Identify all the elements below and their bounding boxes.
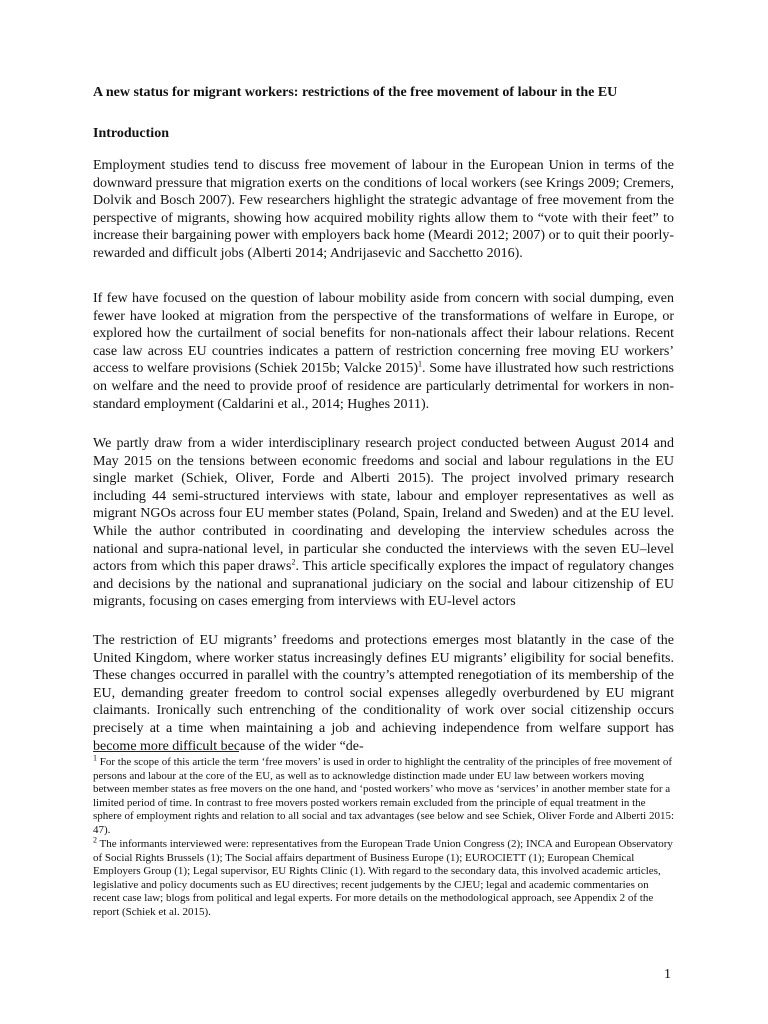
footnote-ref-2[interactable]: 2 bbox=[291, 557, 296, 567]
paragraph-2-text-before: If few have focused on the question of labour mobility aside from concern with social dumping, even fewer have looked at migration from the perspective of the transformations of welfare in Europe, or explored how the curtailment of social benefits for non-nationals affect their labour relations. Recent case law across EU countries indicates a pattern of restriction concerning free moving EU workers’ access to welfare provisions (Schiek 2015b; Valcke 2015) bbox=[93, 291, 674, 377]
paragraph-1 bbox=[93, 157, 674, 263]
paragraph-3 bbox=[93, 435, 674, 611]
paragraph-3-text-before: We partly draw from a wider interdisciplinary research project conducted between August 2014 and May 2015 on the tensions between economic freedoms and social and labour regulations in the EU single market (Schiek, Oliver, Forde and Alberti 2015). The project involved primary research including 44 semi-structured interviews with state, labour and employer representatives as well as migrant NGOs across four EU member states (Poland, Spain, Ireland and Sweden) and at the EU level. While the author contributed in coordinating and developing the interview schedules across the national and supra-national level, in particular she conducted the interviews with the seven EU–level actors from which this paper draws bbox=[93, 436, 674, 575]
paragraph-2-text-after: . Some have illustrated how such restrictions on welfare and the need to provide proof of residence are particularly detrimental for workers in non-standard employment (Caldarini et al., 2014; Hughes 2011). bbox=[93, 361, 674, 412]
footnote-1-number: 1 bbox=[93, 753, 97, 763]
footnote-1-text: For the scope of this article the term ‘free movers’ is used in order to highlight the centrality of the principles of free movement of persons and labour at the core of the EU, as well as to acknowledge distinction made under EU law between workers moving between member states as free movers on the one hand, and ‘posted workers’ who move as ‘services’ in another member state for a limited period of time. In contrast to free movers posted workers remain excluded from the principle of equal treatment in the sphere of employment rights and relation to all social and tax advantages (see below and see Schiek, Oliver Forde and Alberti 2015: 47). bbox=[93, 756, 675, 836]
section-heading: Introduction bbox=[93, 126, 169, 141]
document-title: A new status for migrant workers: restrictions of the free movement of labour in the EU bbox=[93, 85, 618, 100]
footnote-ref-1[interactable]: 1 bbox=[418, 359, 422, 369]
footnote-2 bbox=[93, 835, 674, 920]
footnote-separator bbox=[93, 751, 239, 752]
page-number: 1 bbox=[664, 967, 671, 982]
paragraph-3-text-after: . This article specifically explores the impact of regulatory changes and decisions by the national and supranational judiciary on the social and labour citizenship of EU migrants, focusing on cases emerging from interviews with EU-level actors bbox=[93, 559, 675, 610]
footnote-2-text: The informants interviewed were: representatives from the European Trade Union Congress (2); INCA and European Observatory of Social Rights Brussels (1); The Social affairs department of Business Europe (1); EUROCIETT (1); European Chemical Employers Group (1); Legal supervisor, EU Rights Clinic (1). With regard to the secondary data, this involved academic articles, legislative and policy documents such as EU directives; recent judgements by the CJEU; legal and academic commentaries on recent case law; blogs from political and legal experts. For more details on the methodological approach, see Appendix 2 of the report (Schiek et al. 2015). bbox=[93, 838, 673, 918]
footnote-2-number: 2 bbox=[93, 835, 97, 845]
paragraph-4 bbox=[93, 632, 674, 755]
paragraph-2 bbox=[93, 290, 674, 413]
paragraph-1-text: Employment studies tend to discuss free movement of labour in the European Union in terms of the downward pressure that migration exerts on the conditions of local workers (see Krings 2009; Cremers, Dolvik and Bosch 2007). Few researchers highlight the strategic advantage of free movement from the perspective of migrants, showing how acquired mobility rights allow them to “vote with their feet” to increase their bargaining power with employers back home (Meardi 2012; 2007) or to quit their poorly-rewarded and difficult jobs (Alberti 2014; Andrijasevic and Sacchetto 2016). bbox=[93, 158, 674, 261]
footnote-1 bbox=[93, 753, 675, 838]
paragraph-4-text: The restriction of EU migrants’ freedoms and protections emerges most blatantly in the case of the United Kingdom, where worker status increasingly defines EU migrants’ eligibility for social benefits. These changes occurred in parallel with the country’s attempted renegotiation of its membership of the EU, demanding greater freedom to control social expenses allegedly overburdened by EU migrant claimants. Ironically such entrenching of the conditionality of work over social citizenship occurs precisely at a time when maintaining a job and achieving independence from welfare support has become more difficult because of the wider “de- bbox=[93, 633, 674, 754]
